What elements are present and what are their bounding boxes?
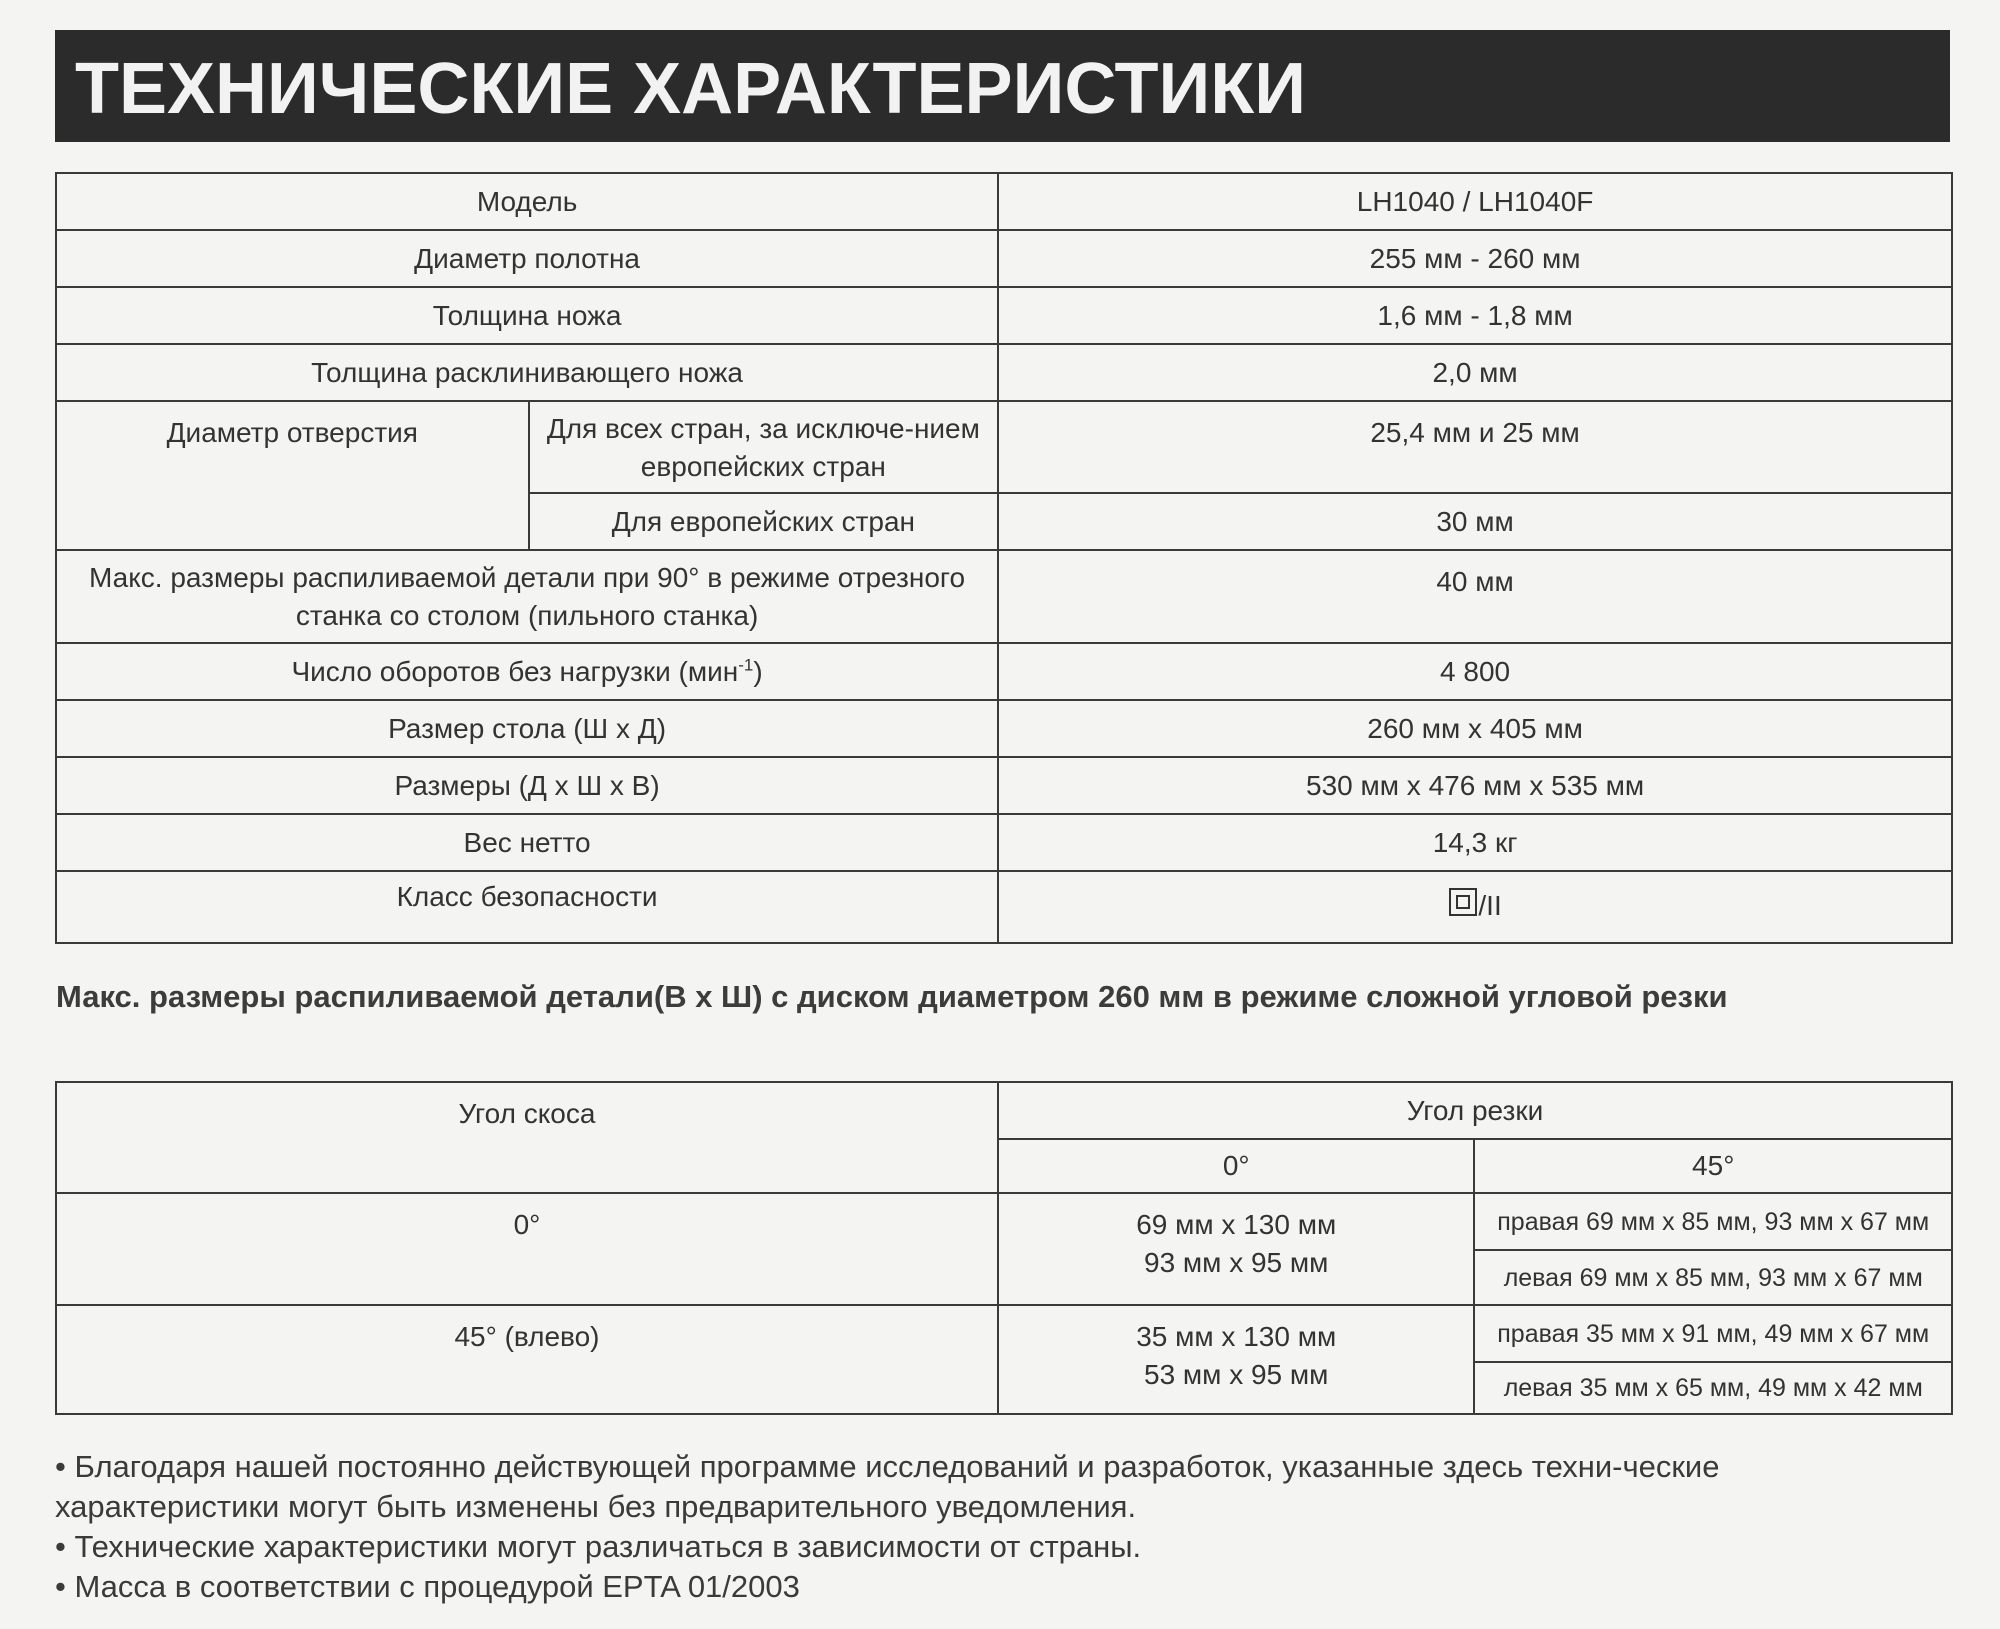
table-row: [56, 757, 1952, 814]
bevel-angle-header: Угол скоса: [56, 1082, 998, 1193]
note-epta: • Масса в соответствии с процедурой EPTA 01/2003: [55, 1569, 800, 1604]
row2-bevel: 45° (влево): [56, 1305, 998, 1414]
table-row: [56, 643, 1952, 700]
row2-miter0-line1: 35 мм х 130 мм: [1136, 1321, 1337, 1352]
max-cut-value: 40 мм: [998, 550, 1952, 643]
safety-class-value: [998, 871, 1952, 943]
row1-miter45-right: правая 69 мм х 85 мм, 93 мм х 67 мм: [1474, 1193, 1952, 1250]
table-size-value: 260 мм х 405 мм: [998, 700, 1952, 757]
section-subheading: Макс. размеры распиливаемой детали(В х Ш) с диском диаметром 260 мм в режиме сложной угловой резки: [56, 979, 1728, 1014]
hole-sub2-label: Для европейских стран: [529, 493, 999, 550]
miter-angle-header: Угол резки: [998, 1082, 1952, 1139]
dimensions-label: Размеры (Д х Ш х В): [56, 757, 998, 814]
safety-class-text: /II: [1478, 889, 1502, 921]
row1-miter0-line2: 93 мм х 95 мм: [1144, 1247, 1329, 1278]
table-row: [56, 1305, 1952, 1362]
row2-miter0: [998, 1305, 1474, 1414]
table-row: [56, 287, 1952, 344]
double-insulation-icon: [1448, 887, 1478, 927]
row1-miter45-left: левая 69 мм х 85 мм, 93 мм х 67 мм: [1474, 1250, 1952, 1305]
speed-label: [56, 643, 998, 700]
miter-45-header: 45°: [1474, 1139, 1952, 1193]
row1-miter0: [998, 1193, 1474, 1305]
speed-label-end: ): [753, 655, 763, 687]
title-bar: [55, 30, 1950, 142]
dimensions-value: 530 мм х 476 мм х 535 мм: [998, 757, 1952, 814]
model-value: LH1040 / LH1040F: [998, 173, 1952, 230]
table-row: [56, 173, 1952, 230]
hole-sub2-value: 30 мм: [998, 493, 1952, 550]
blade-thickness-label: Толщина ножа: [56, 287, 998, 344]
row2-miter0-line2: 53 мм х 95 мм: [1144, 1359, 1329, 1390]
table-row: [56, 550, 1952, 643]
row1-bevel: 0°: [56, 1193, 998, 1305]
footnotes: [55, 1447, 1945, 1607]
speed-value: 4 800: [998, 643, 1952, 700]
table-row: [56, 1193, 1952, 1250]
table-row: [56, 344, 1952, 401]
blade-diameter-value: 255 мм - 260 мм: [998, 230, 1952, 287]
note-country-variation: • Технические характеристики могут различаться в зависимости от страны.: [55, 1529, 1142, 1564]
table-row: [56, 230, 1952, 287]
riving-knife-value: 2,0 мм: [998, 344, 1952, 401]
note-rd-program: • Благодаря нашей постоянно действующей программе исследований и разработок, указанные здесь техни-ческие характеристики могут быть изменены без предварительного уведомления.: [55, 1449, 1720, 1524]
blade-thickness-value: 1,6 мм - 1,8 мм: [998, 287, 1952, 344]
table-row: [56, 700, 1952, 757]
riving-knife-label: Толщина расклинивающего ножа: [56, 344, 998, 401]
page-title: ТЕХНИЧЕСКИЕ ХАРАКТЕРИСТИКИ: [75, 49, 1306, 129]
row1-miter0-line1: 69 мм х 130 мм: [1136, 1209, 1337, 1240]
row2-miter45-right: правая 35 мм х 91 мм, 49 мм х 67 мм: [1474, 1305, 1952, 1362]
table-row: [56, 871, 1952, 943]
row2-miter45-left: левая 35 мм х 65 мм, 49 мм х 42 мм: [1474, 1362, 1952, 1414]
table-row: [56, 814, 1952, 871]
speed-label-exponent: -1: [738, 655, 754, 675]
net-weight-label: Вес нетто: [56, 814, 998, 871]
miter-0-header: 0°: [998, 1139, 1474, 1193]
speed-label-text: Число оборотов без нагрузки (мин: [291, 655, 739, 687]
table-size-label: Размер стола (Ш х Д): [56, 700, 998, 757]
blade-diameter-label: Диаметр полотна: [56, 230, 998, 287]
spec-table: [55, 172, 1953, 944]
hole-diameter-label: Диаметр отверстия: [56, 401, 529, 550]
max-cut-label: Макс. размеры распиливаемой детали при 90° в режиме отрезного станка со столом (пильного станка): [56, 550, 998, 643]
net-weight-value: 14,3 кг: [998, 814, 1952, 871]
cut-capacity-table: [55, 1081, 1953, 1415]
hole-sub1-value: 25,4 мм и 25 мм: [998, 401, 1952, 493]
table-row: [56, 1082, 1952, 1139]
safety-class-label: Класс безопасности: [56, 871, 998, 943]
hole-sub1-label: Для всех стран, за исключе-нием европейских стран: [529, 401, 999, 493]
model-label: Модель: [56, 173, 998, 230]
table-row: [56, 401, 1952, 493]
